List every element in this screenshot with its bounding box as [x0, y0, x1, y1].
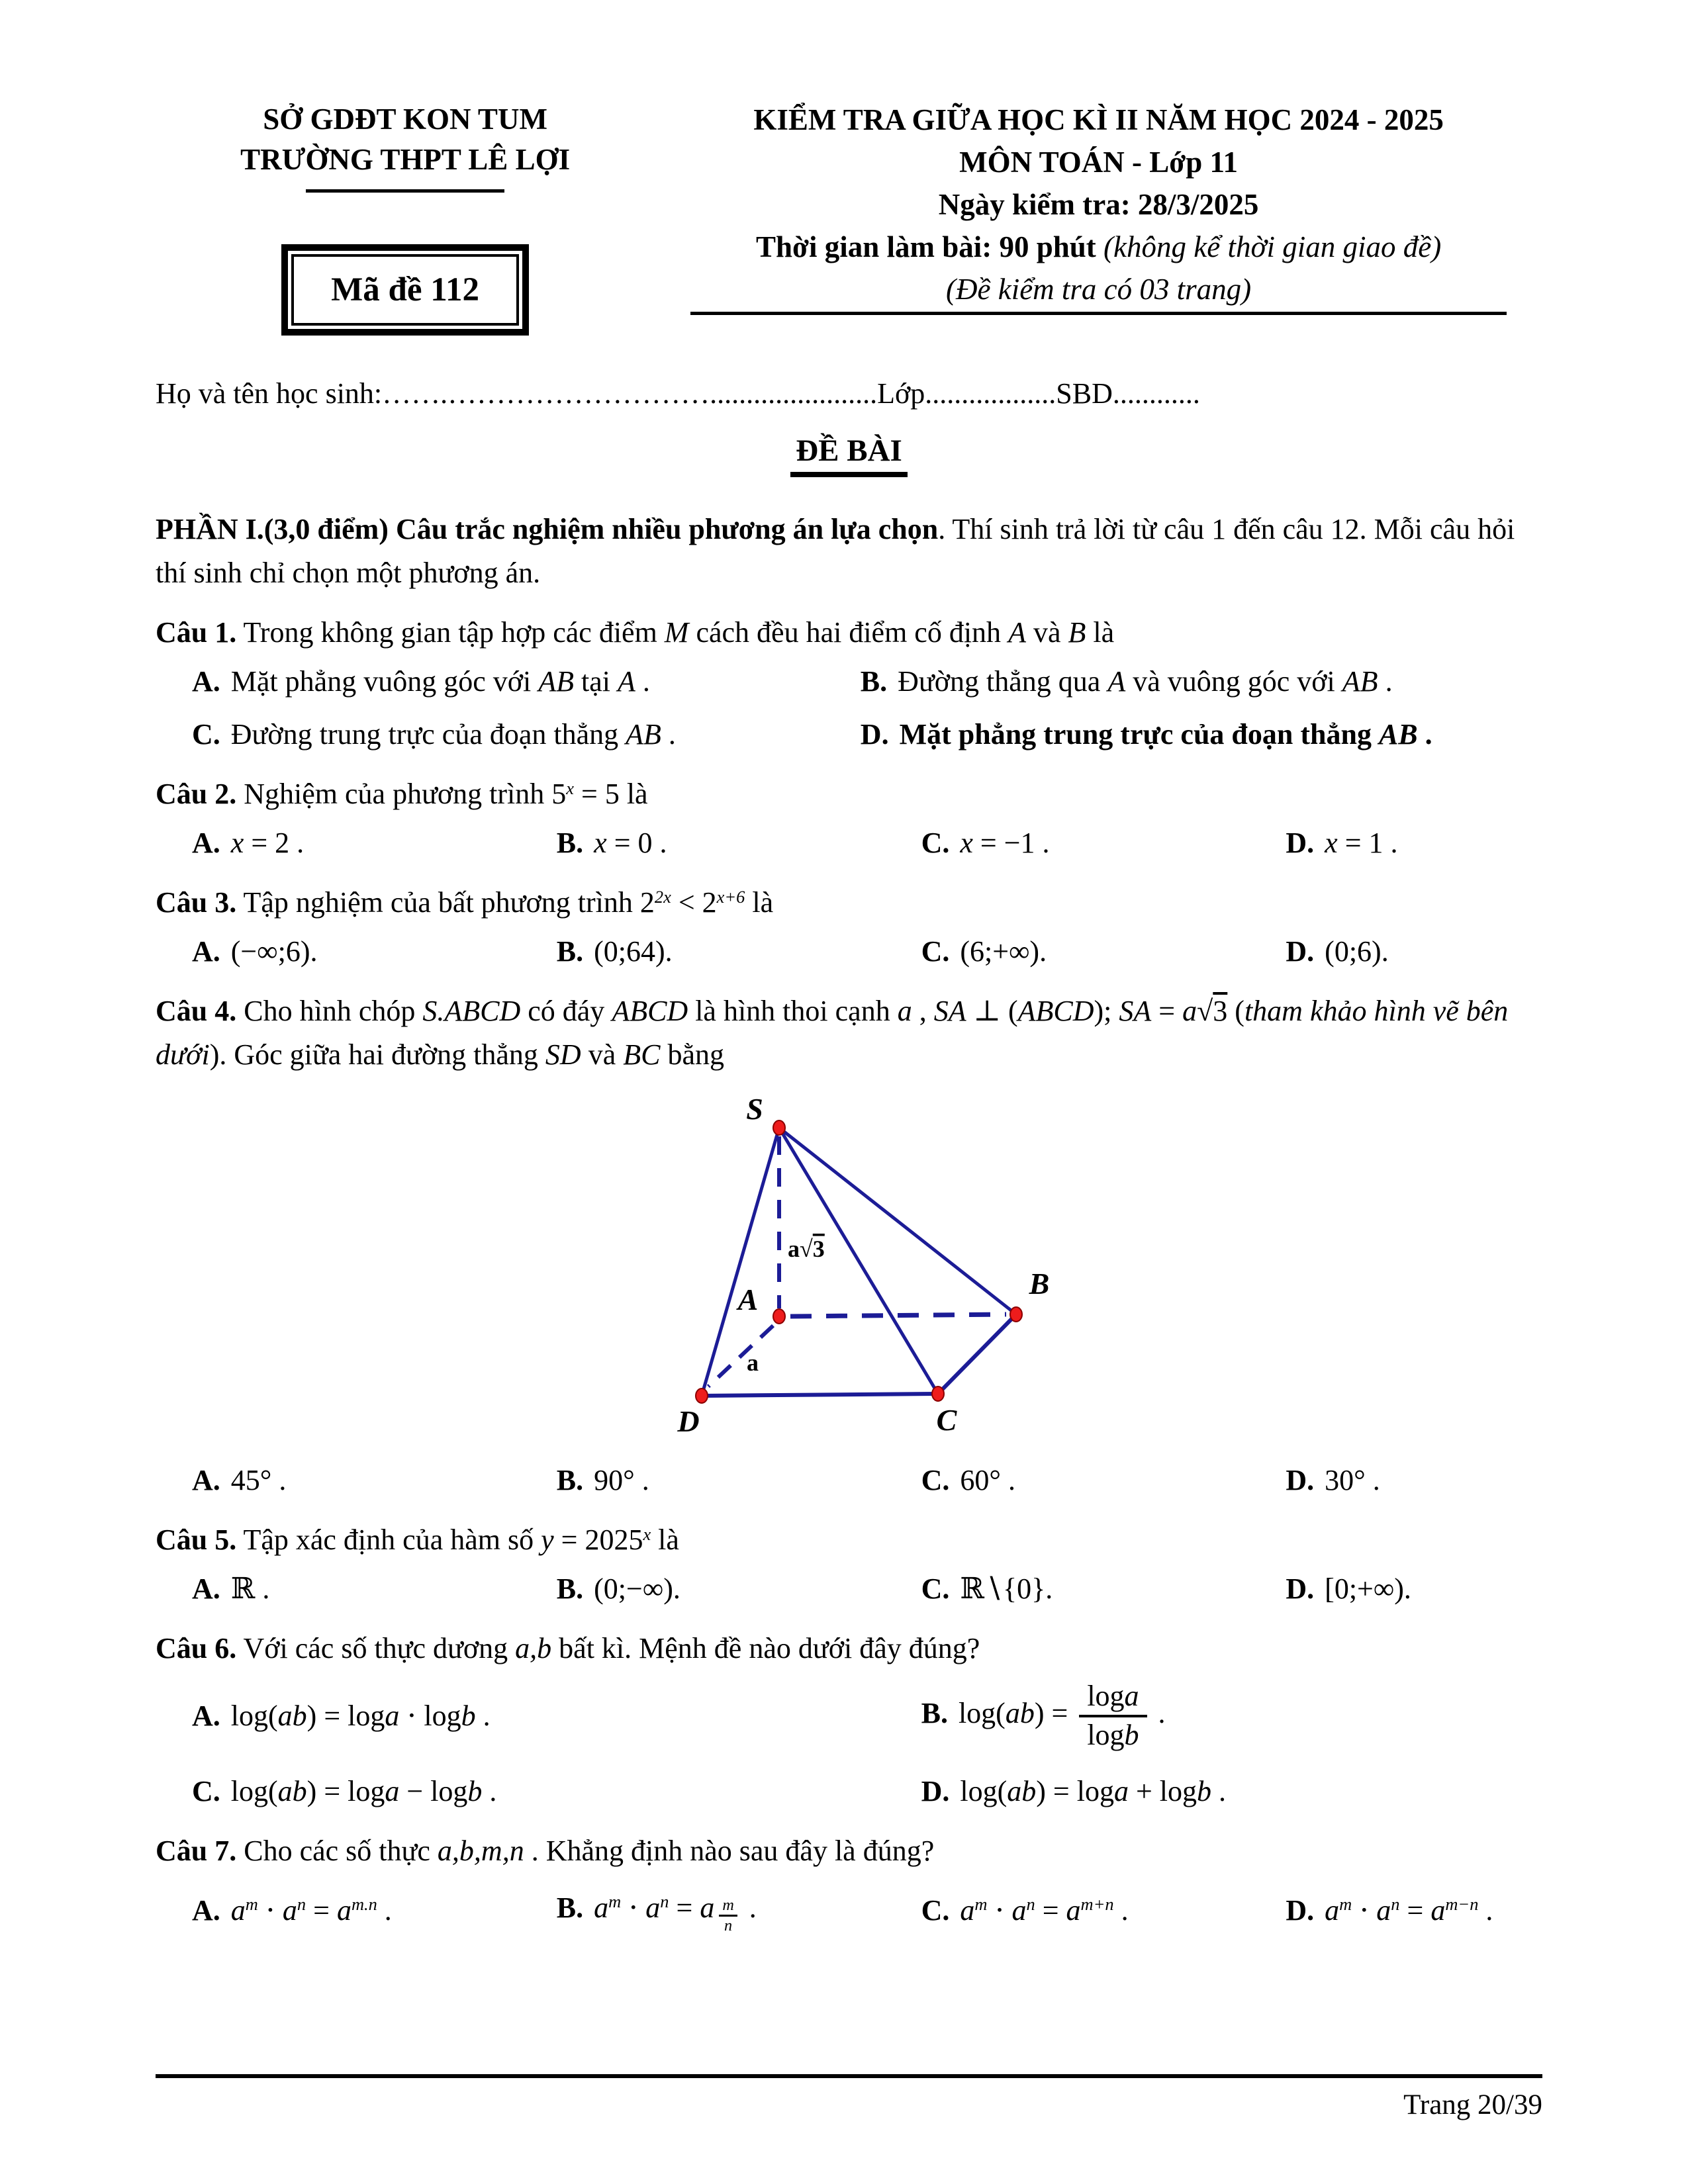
q4-option-A	[192, 1459, 557, 1502]
question-7-options	[156, 1886, 1542, 1935]
q5-option-text-B: (0;−∞).	[594, 1572, 680, 1606]
footer	[156, 2074, 1542, 2121]
question-5	[156, 1518, 1542, 1611]
q1-option-C	[192, 713, 861, 756]
vertex-label-S: S	[745, 1092, 763, 1126]
student-info-line: Họ và tên học sinh:…….……………………….......................Lớp..................SBD............	[156, 377, 1200, 410]
q6-option-text-C: log(ab) = loga − logb .	[230, 1774, 497, 1807]
q3-option-B	[557, 930, 921, 974]
q4-option-text-A: 45° .	[230, 1464, 287, 1497]
edge-DC	[702, 1394, 938, 1396]
question-2-label: Câu 2.	[156, 778, 237, 811]
question-7-label: Câu 7.	[156, 1834, 237, 1867]
duration-line	[655, 226, 1542, 269]
question-1-options	[156, 660, 1542, 756]
q7-option-label-B: B.	[556, 1891, 584, 1924]
q5-option-C	[921, 1567, 1286, 1611]
q1-option-label-D: D.	[860, 718, 889, 751]
q4-option-C	[921, 1459, 1286, 1502]
q5-option-D	[1286, 1567, 1542, 1611]
q7-option-D	[1286, 1889, 1542, 1933]
title-wrap	[156, 433, 1542, 477]
q2-option-A	[192, 821, 557, 865]
question-2	[156, 772, 1542, 865]
vertex-dot-D	[696, 1388, 708, 1403]
question-4-label: Câu 4.	[156, 995, 237, 1028]
q3-option-D	[1286, 930, 1542, 974]
exam-title: KIỂM TRA GIỮA HỌC KÌ II NĂM HỌC 2024 - 2025	[753, 103, 1444, 136]
question-4-options	[156, 1459, 1542, 1502]
q4-option-label-A: A.	[192, 1464, 220, 1497]
part1-intro	[156, 508, 1542, 595]
q6-option-label-A: A.	[192, 1699, 220, 1732]
edge-AB-dashed	[790, 1314, 1006, 1316]
question-3-options	[156, 930, 1542, 974]
duration-note: (không kể thời gian giao đề)	[1103, 230, 1442, 263]
q2-option-B	[557, 821, 921, 865]
height-label: a√3	[787, 1236, 825, 1263]
q1-option-D	[861, 713, 1542, 756]
q2-option-text-D: x = 1 .	[1325, 827, 1398, 860]
q3-option-label-B: B.	[556, 935, 584, 968]
q7-option-B	[557, 1886, 921, 1935]
exam-code-box	[281, 244, 529, 336]
q1-option-B	[861, 660, 1542, 704]
q3-option-label-A: A.	[192, 935, 220, 968]
q4-option-text-C: 60° .	[960, 1464, 1015, 1497]
q5-option-text-A: ℝ .	[230, 1572, 270, 1606]
q1-option-label-A: A.	[192, 665, 220, 698]
q2-option-label-D: D.	[1286, 827, 1315, 860]
exam-date: Ngày kiểm tra: 28/3/2025	[938, 187, 1259, 221]
header-right	[655, 99, 1542, 315]
q1-option-label-C: C.	[192, 718, 220, 751]
q7-option-label-D: D.	[1286, 1893, 1315, 1927]
q6-option-label-B: B.	[921, 1697, 948, 1730]
question-5-label: Câu 5.	[156, 1524, 237, 1557]
duration-bold: Thời gian làm bài: 90 phút	[755, 230, 1104, 263]
q6-option-label-C: C.	[192, 1774, 220, 1807]
q4-option-label-D: D.	[1286, 1464, 1315, 1497]
q5-option-label-A: A.	[192, 1572, 220, 1606]
q4-option-text-D: 30° .	[1325, 1464, 1380, 1497]
q4-option-label-B: B.	[556, 1464, 584, 1497]
edge-SB	[779, 1128, 1016, 1314]
q4-option-B	[557, 1459, 921, 1502]
question-5-stem: Câu 5. Tập xác định của hàm số $y = 2025^x$ là	[156, 1524, 679, 1557]
vertex-label-A: A	[737, 1283, 758, 1317]
q4-option-text-B: 90° .	[594, 1464, 649, 1497]
question-2-stem: Câu 2. Nghiệm của phương trình $5^x = 5$ là	[156, 778, 648, 811]
q3-option-text-A: (−∞;6).	[230, 935, 318, 968]
q2-option-label-C: C.	[921, 827, 950, 860]
q7-option-label-A: A.	[192, 1893, 220, 1927]
question-5-options	[156, 1567, 1542, 1611]
q7-option-A	[192, 1889, 557, 1933]
question-4-stem: Câu 4. Cho hình chóp S.ABCD có đáy ABCD là hình thoi cạnh a , SA ⊥ (ABCD); SA = a√3 (tham khảo hình vẽ bên dưới). Góc giữa hai đường thẳng SD và BC bằng	[156, 995, 1509, 1071]
q7-option-C	[921, 1889, 1286, 1933]
q2-option-D	[1286, 821, 1542, 865]
question-1	[156, 611, 1542, 756]
q7-option-label-C: C.	[921, 1893, 950, 1927]
q5-option-text-D: [0;+∞).	[1325, 1572, 1411, 1606]
question-6-label: Câu 6.	[156, 1632, 237, 1665]
question-1-label: Câu 1.	[156, 616, 237, 649]
q7-option-text-C: $a^m \cdot a^n = a^{m+n}$ .	[960, 1893, 1129, 1927]
question-6-stem: Câu 6. Với các số thực dương a,b bất kì. Mệnh đề nào dưới đây đúng?	[156, 1632, 980, 1665]
q2-option-label-B: B.	[556, 827, 584, 860]
part1-intro-bold: PHẦN I.(3,0 điểm) Câu trắc nghiệm nhiều phương án lựa chọn	[156, 513, 939, 546]
header-right-rule	[690, 312, 1507, 315]
q1-option-text-D: Mặt phẳng trung trực của đoạn thẳng AB .	[899, 718, 1432, 751]
pages-note: (Đề kiểm tra có 03 trang)	[946, 272, 1252, 306]
q2-option-text-A: x = 2 .	[230, 827, 305, 860]
q1-option-text-B: Đường thẳng qua A và vuông góc với AB .	[898, 665, 1393, 698]
pyramid-svg	[647, 1091, 1084, 1449]
q2-option-label-A: A.	[192, 827, 220, 860]
q6-option-D	[921, 1770, 1542, 1813]
question-3-stem: Câu 3. Tập nghiệm của bất phương trình $2^{2x} < 2^{x+6}$ là	[156, 886, 774, 919]
question-6-options	[156, 1680, 1542, 1813]
vertex-dot-B	[1010, 1307, 1022, 1322]
question-3-label: Câu 3.	[156, 886, 237, 919]
q3-option-label-D: D.	[1286, 935, 1315, 968]
question-1-stem: Câu 1. Trong không gian tập hợp các điểm M cách đều hai điểm cố định A và B là	[156, 616, 1115, 649]
q3-option-A	[192, 930, 557, 974]
q6-option-text-D: log(ab) = loga + logb .	[960, 1774, 1227, 1807]
q2-option-C	[921, 821, 1286, 865]
q5-option-A	[192, 1567, 557, 1611]
q3-option-text-D: (0;6).	[1325, 935, 1389, 968]
question-2-options	[156, 821, 1542, 865]
q1-option-A	[192, 660, 861, 704]
q7-option-text-A: $a^m \cdot a^n = a^{m.n}$ .	[230, 1893, 392, 1927]
q6-option-text-A: log(ab) = loga ⋅ logb .	[230, 1699, 491, 1732]
pyramid-figure	[647, 1091, 1084, 1456]
q6-option-label-D: D.	[921, 1774, 950, 1807]
question-7	[156, 1829, 1542, 1935]
q1-option-text-C: Đường trung trực của đoạn thẳng AB .	[230, 718, 676, 751]
q4-option-label-C: C.	[921, 1464, 950, 1497]
question-6	[156, 1627, 1542, 1813]
q1-option-label-B: B.	[860, 665, 888, 698]
header-left	[156, 99, 655, 336]
q6-option-C	[192, 1770, 921, 1813]
q2-option-text-C: x = −1 .	[960, 827, 1050, 860]
footer-rule	[156, 2074, 1542, 2078]
exam-code: Mã đề 112	[291, 254, 519, 326]
q5-option-B	[557, 1567, 921, 1611]
q6-option-A	[192, 1694, 921, 1738]
vertex-label-B: B	[1029, 1267, 1049, 1301]
vertex-dot-A	[773, 1309, 785, 1324]
vertex-label-C: C	[936, 1403, 957, 1437]
q4-option-D	[1286, 1459, 1542, 1502]
school-name: TRƯỜNG THPT LÊ LỢI	[240, 142, 571, 176]
edge-CB	[938, 1314, 1016, 1394]
q1-option-text-A: Mặt phẳng vuông góc với AB tại A .	[230, 665, 650, 698]
q5-option-text-C: ℝ∖{0}.	[960, 1572, 1053, 1606]
q3-option-label-C: C.	[921, 935, 950, 968]
question-7-stem: Câu 7. Cho các số thực a,b,m,n . Khẳng định nào sau đây là đúng?	[156, 1834, 935, 1867]
page-title: ĐỀ BÀI	[790, 433, 908, 477]
subject-line: MÔN TOÁN - Lớp 11	[959, 145, 1238, 179]
page-number: Trang 20/39	[1403, 2089, 1542, 2120]
q3-option-text-B: (0;64).	[594, 935, 673, 968]
q7-option-text-D: $a^m \cdot a^n = a^{m-n}$ .	[1325, 1893, 1493, 1927]
part1-intro-rest: . Thí sinh trả lời từ câu 1 đến câu 12. Mỗi câu hỏi thí sinh chỉ chọn một phương án.	[156, 513, 1515, 590]
header	[156, 99, 1542, 336]
q6-option-B	[921, 1680, 1542, 1752]
department-name: SỞ GDĐT KON TUM	[263, 103, 547, 136]
q6-option-text-B: log(ab) = $\frac{\log a}{\log b}$ .	[958, 1680, 1166, 1751]
vertex-dot-C	[932, 1387, 944, 1401]
q3-option-text-C: (6;+∞).	[960, 935, 1047, 968]
q2-option-text-B: x = 0 .	[594, 827, 667, 860]
q3-option-C	[921, 930, 1286, 974]
q5-option-label-D: D.	[1286, 1572, 1315, 1606]
q7-option-text-B: $a^m \cdot a^n = a$ $\frac{m}{n}$ .	[594, 1891, 757, 1935]
q5-option-label-C: C.	[921, 1572, 950, 1606]
vertex-dot-S	[773, 1120, 785, 1135]
base-edge-label: a	[746, 1349, 759, 1377]
vertex-label-D: D	[677, 1404, 700, 1439]
header-left-rule	[306, 189, 504, 193]
q5-option-label-B: B.	[556, 1572, 584, 1606]
question-3	[156, 881, 1542, 974]
question-4	[156, 989, 1542, 1502]
